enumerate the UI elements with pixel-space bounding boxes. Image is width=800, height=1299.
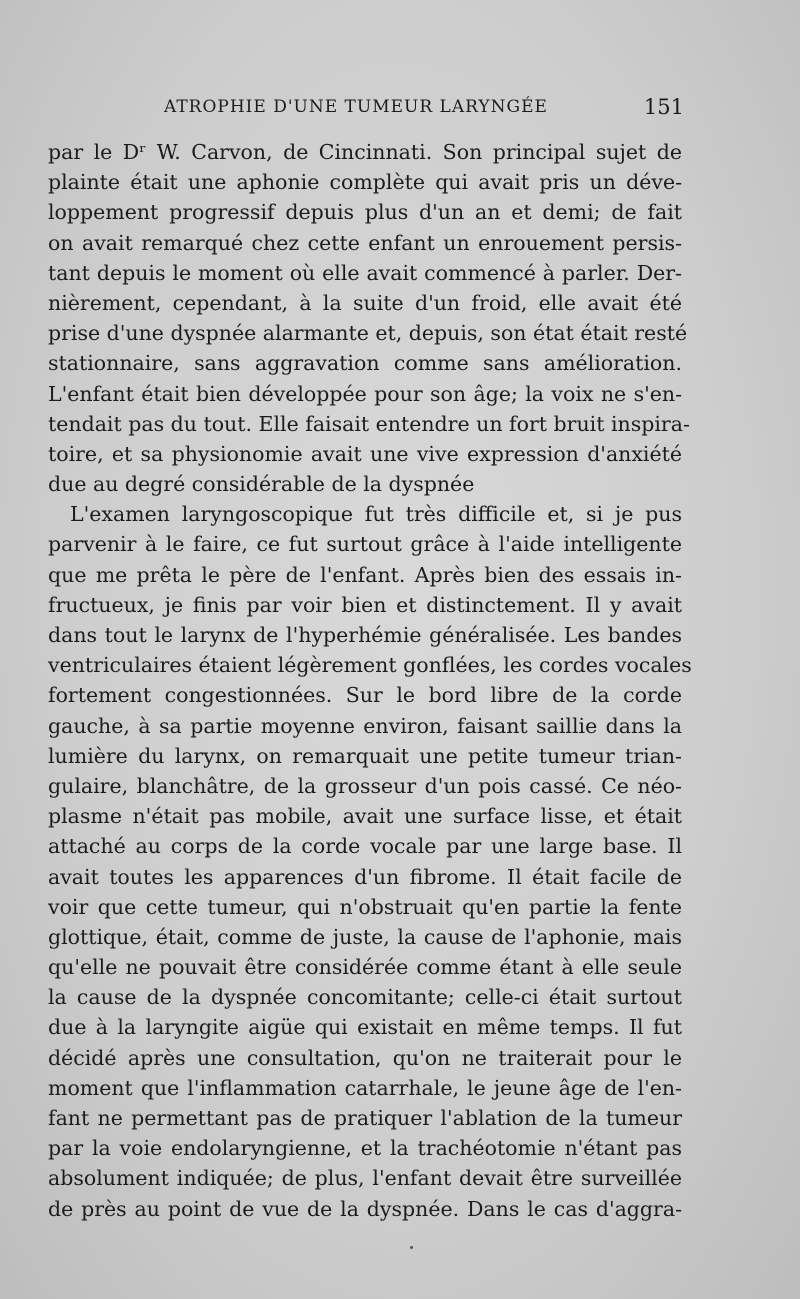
text-line: fructueux, je finis par voir bien et distinctement. Il y avait bbox=[48, 592, 682, 617]
text-line: parvenir à le faire, ce fut surtout grâce à l'aide intelligente bbox=[48, 532, 682, 557]
text-line: L'enfant était bien développée pour son âge; la voix ne s'en- bbox=[48, 381, 682, 406]
text-line: fortement congestionnées. Sur le bord libre de la corde bbox=[48, 683, 682, 708]
text-line: décidé après une consultation, qu'on ne traiterait pour le bbox=[48, 1045, 682, 1070]
text-line: due à la laryngite aigüe qui existait en même temps. Il fut bbox=[48, 1015, 682, 1040]
text-line: gulaire, blanchâtre, de la grosseur d'un pois cassé. Ce néo- bbox=[48, 773, 682, 798]
text-line: voir que cette tumeur, qui n'obstruait qu'en partie la fente bbox=[48, 894, 682, 919]
text-line: gauche, à sa partie moyenne environ, faisant saillie dans la bbox=[48, 713, 682, 738]
text-line: que me prêta le père de l'enfant. Après bien des essais in- bbox=[48, 562, 682, 587]
text-line: tendait pas du tout. Elle faisait entendre un fort bruit inspira- bbox=[48, 411, 690, 436]
text-line: glottique, était, comme de juste, la cause de l'aphonie, mais bbox=[48, 924, 682, 949]
page-number: 151 bbox=[643, 95, 684, 119]
text-line: la cause de la dyspnée concomitante; celle-ci était surtout bbox=[48, 985, 682, 1010]
text-line: moment que l'inflammation catarrhale, le jeune âge de l'en- bbox=[48, 1075, 682, 1100]
text-line: qu'elle ne pouvait être considérée comme étant à elle seule bbox=[48, 955, 682, 980]
text-line: dans tout le larynx de l'hyperhémie généralisée. Les bandes bbox=[48, 623, 682, 647]
text-line: nièrement, cependant, à la suite d'un froid, elle avait été bbox=[48, 290, 682, 315]
text-line: toire, et sa physionomie avait une vive expression d'anxiété bbox=[48, 441, 682, 466]
text-line: plasme n'était pas mobile, avait une surface lisse, et était bbox=[48, 804, 682, 829]
text-line: absolument indiquée; de plus, l'enfant devait être surveillée bbox=[48, 1166, 682, 1191]
paragraph-start-line: L'examen laryngoscopique fut très difficile et, si je pus bbox=[70, 502, 682, 527]
text-line: prise d'une dyspnée alarmante et, depuis, son état était resté bbox=[48, 321, 688, 346]
text-line: par la voie endolaryngienne, et la trachéotomie n'étant pas bbox=[48, 1136, 682, 1161]
text-line: ventriculaires étaient légèrement gonflées, les cordes vocales bbox=[48, 653, 692, 678]
running-head bbox=[48, 92, 684, 122]
text-line: fant ne permettant pas de pratiquer l'ablation de la tumeur bbox=[48, 1106, 682, 1130]
body-text bbox=[48, 137, 692, 1224]
text-line: tant depuis le moment où elle avait commencé à parler. Der- bbox=[48, 260, 682, 285]
text-line: stationnaire, sans aggravation comme sans amélioration. bbox=[48, 351, 682, 376]
text-line: loppement progressif depuis plus d'un an et demi; de fait bbox=[48, 200, 682, 225]
text-line: attaché au corps de la corde vocale par une large base. Il bbox=[48, 834, 682, 859]
text-line: de près au point de vue de la dyspnée. Dans le cas d'aggra- bbox=[48, 1196, 682, 1221]
text-line: plainte était une aphonie complète qui avait pris un déve- bbox=[48, 170, 682, 195]
text-line: due au degré considérable de la dyspnée bbox=[48, 472, 475, 497]
running-title: ATROPHIE D'UNE TUMEUR LARYNGÉE bbox=[164, 97, 548, 117]
text-line: on avait remarqué chez cette enfant un enrouement persis- bbox=[48, 230, 682, 255]
text-line: lumière du larynx, on remarquait une petite tumeur trian- bbox=[48, 743, 682, 768]
text-line: par le Dʳ W. Carvon, de Cincinnati. Son principal sujet de bbox=[48, 140, 682, 164]
paper-speck bbox=[410, 1246, 413, 1249]
text-line: avait toutes les apparences d'un fibrome. Il était facile de bbox=[48, 864, 682, 889]
